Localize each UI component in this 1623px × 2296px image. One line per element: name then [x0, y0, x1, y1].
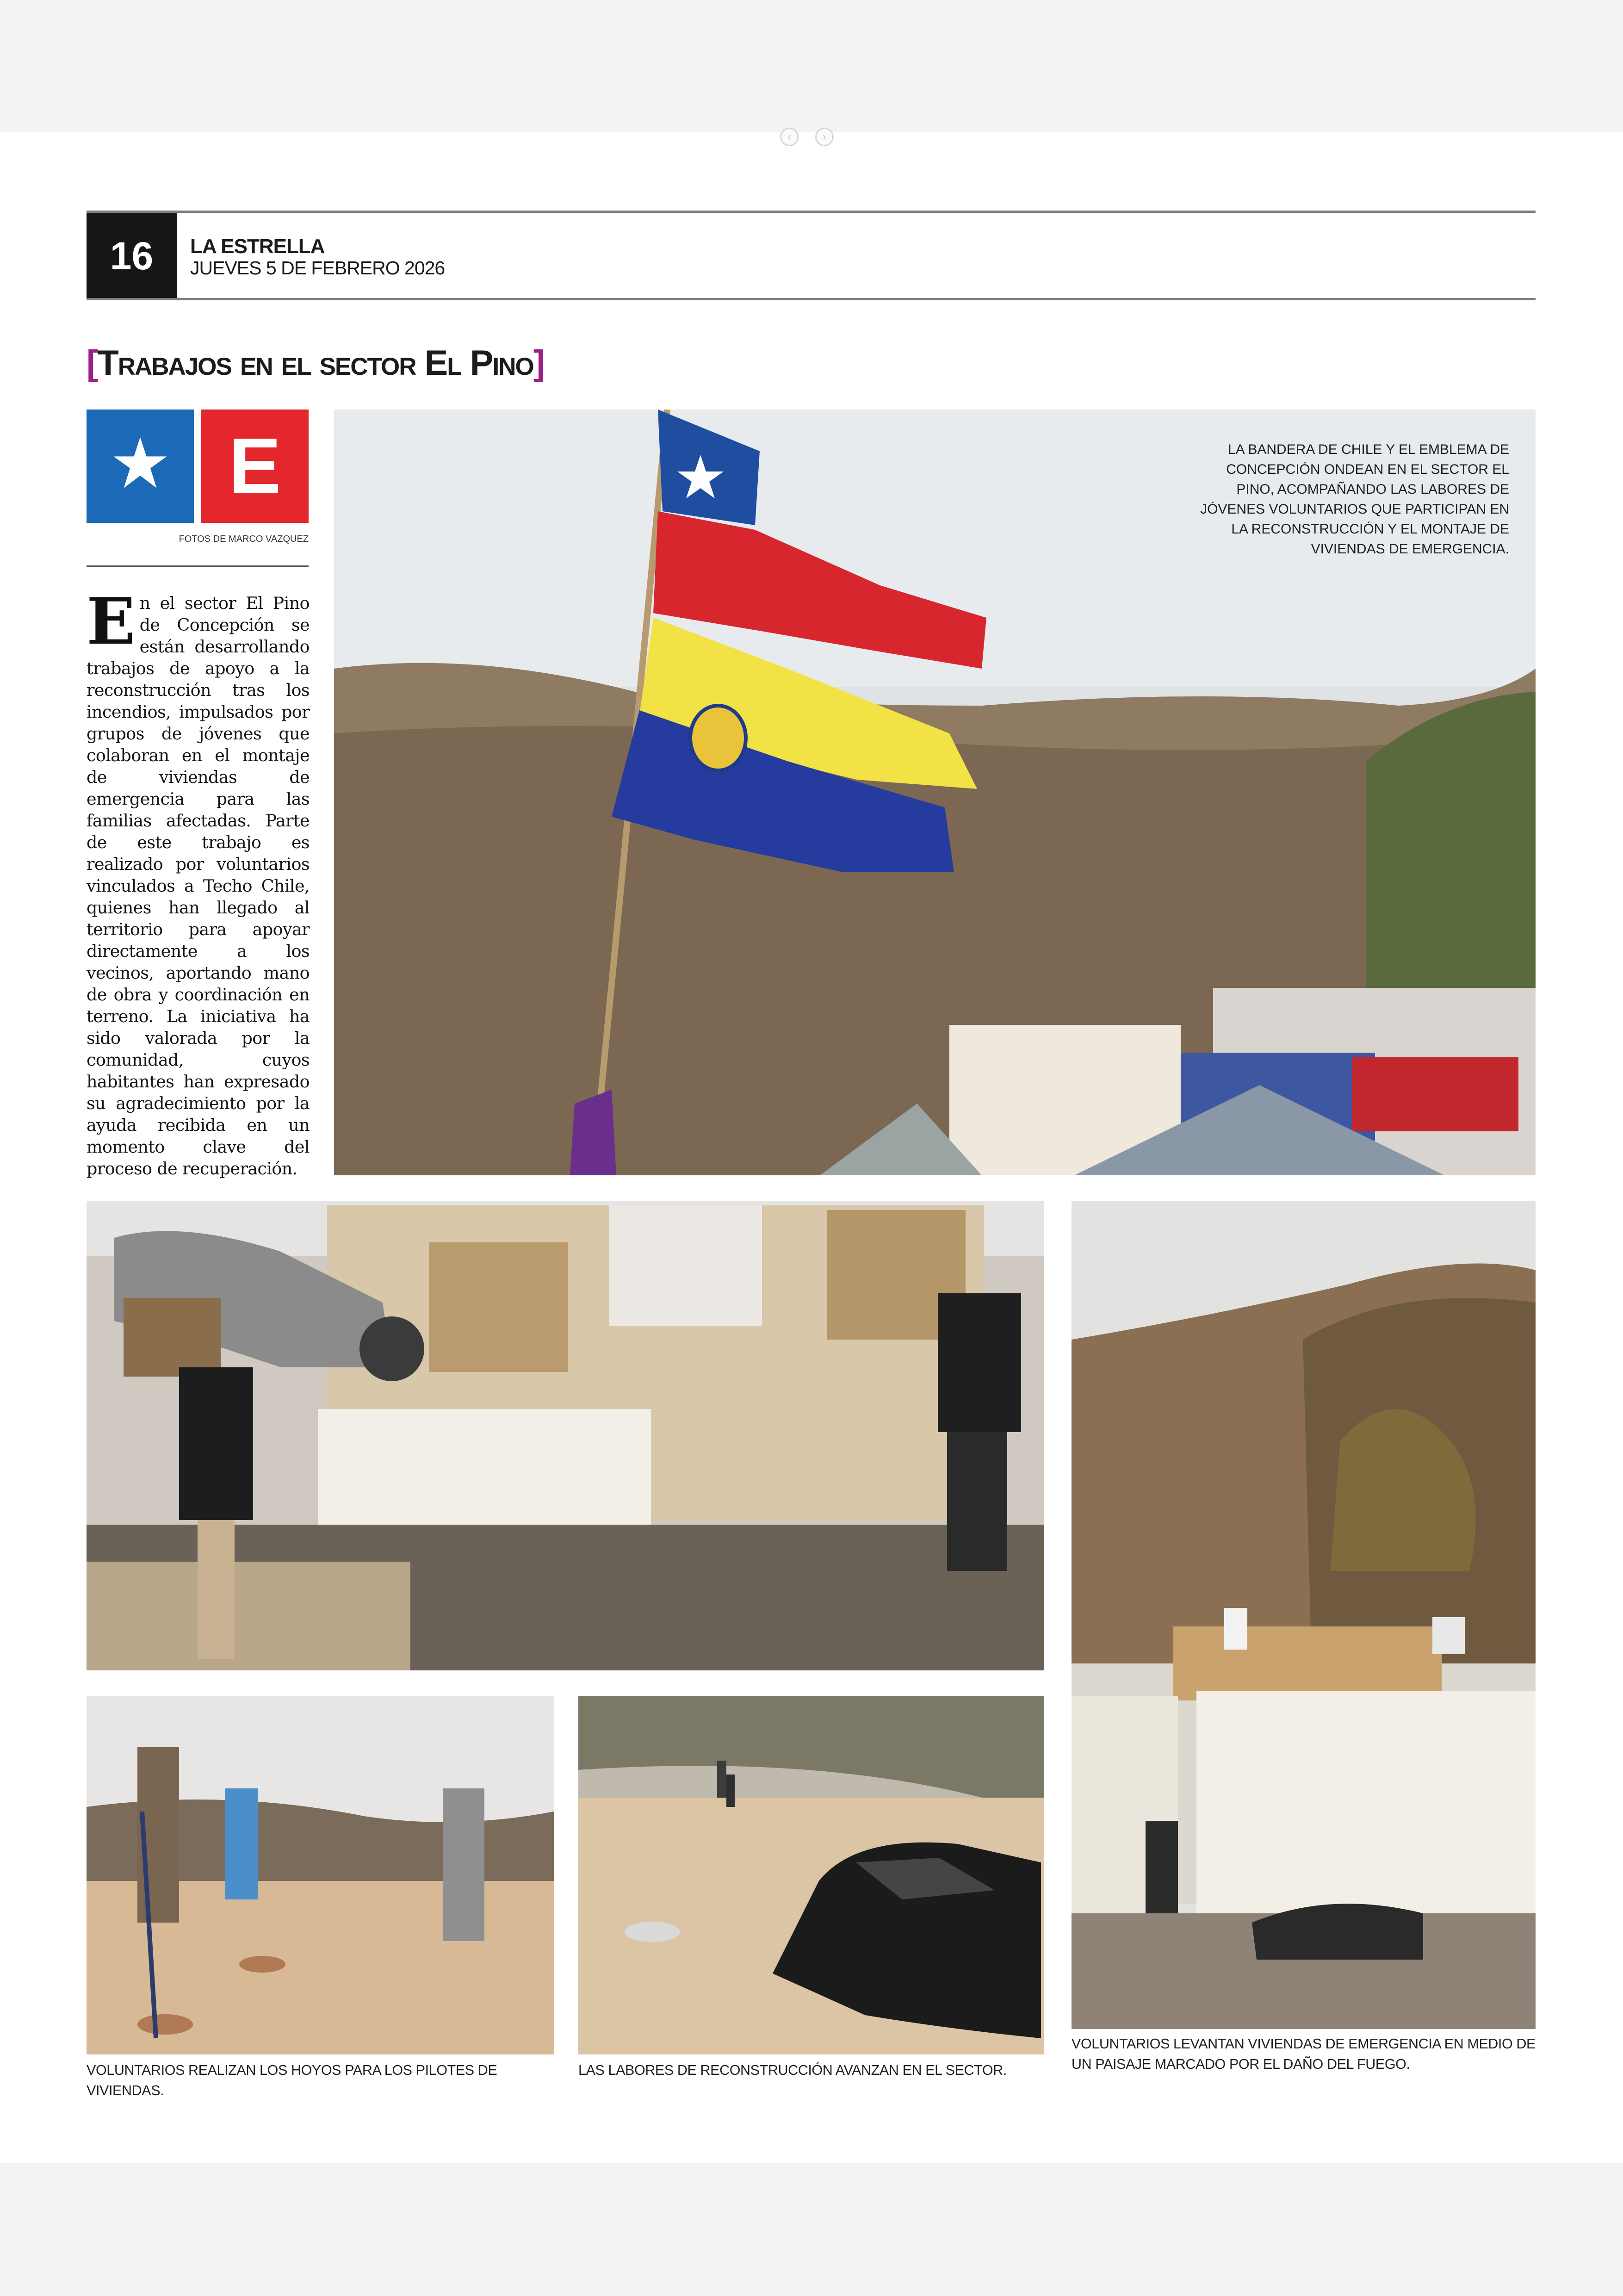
photo-raising-walls: [1072, 1201, 1536, 2029]
header-bottom-rule: [87, 298, 1536, 300]
issue-date: JUEVES 5 DE FEBRERO 2026: [190, 257, 445, 279]
photo-credit: FOTOS DE MARCO VAZQUEZ: [179, 534, 309, 544]
masthead: [190, 236, 445, 279]
caption-digging-holes: VOLUNTARIOS REALIZAN LOS HOYOS PARA LOS PILOTES DE VIVIENDAS.: [87, 2062, 497, 2098]
credit-rule: [87, 565, 309, 567]
logo-gap: [194, 410, 201, 523]
title-bracket-close: ]: [533, 343, 545, 383]
article-body: [87, 583, 310, 1179]
photo-tarp-site: [578, 1696, 1044, 2054]
title-bracket-open: [: [87, 343, 98, 383]
photo-builder-drilling: [87, 1201, 1044, 1670]
caption-raising-walls: VOLUNTARIOS LEVANTAN VIVIENDAS DE EMERGENCIA EN MEDIO DE UN PAISAJE MARCADO POR EL DAÑO DEL FUEGO.: [1072, 2036, 1536, 2072]
article-text: n el sector El Pino de Concepción se están desarrollando trabajos de apoyo a la reconstrucción tras los incendios, impulsados por grupos de jóvenes que colaboran en el montaje de viviendas de emergencia para las familias afectadas. Parte de este trabajo es realizado por voluntarios vinculados a Techo Chile, quienes han llegado al territorio para apoyar directamente a los vecinos, aportando mano de obra y coordinación en terreno. La iniciativa ha sido valorada por la comunidad, cuyos habitantes han expresado su agradecimiento por la ayuda recibida en un momento clave del proceso de recuperación.: [87, 593, 310, 1179]
caption-tarp-site: LAS LABORES DE RECONSTRUCCIÓN AVANZAN EN EL SECTOR.: [578, 2062, 1007, 2078]
main-photo-flags: [334, 410, 1536, 1175]
drop-cap: E: [87, 583, 135, 659]
prev-page-icon[interactable]: ‹: [780, 128, 799, 146]
page-number: 16: [87, 213, 177, 299]
next-page-icon[interactable]: ›: [815, 128, 834, 146]
chile-star-icon: [112, 435, 168, 491]
header-top-rule: [87, 211, 1536, 213]
main-photo-caption: LA BANDERA DE CHILE Y EL EMBLEMA DE CONCEPCIÓN ONDEAN EN EL SECTOR EL PINO, ACOMPAÑANDO LAS LABORES DE JÓVENES VOLUNTARIOS QUE PARTICIPAN EN LA RECONSTRUCCIÓN Y EL MONTAJE DE VIVIENDAS DE EMERGENCIA.: [1200, 442, 1509, 557]
logo-letter: E: [229, 422, 281, 510]
section-title: [87, 340, 544, 386]
publication-name: LA ESTRELLA: [190, 235, 325, 258]
photo-digging-holes: [87, 1696, 554, 2054]
section-title-text: Trabajos en el sector El Pino: [97, 343, 533, 383]
estrella-logo: [87, 410, 309, 523]
